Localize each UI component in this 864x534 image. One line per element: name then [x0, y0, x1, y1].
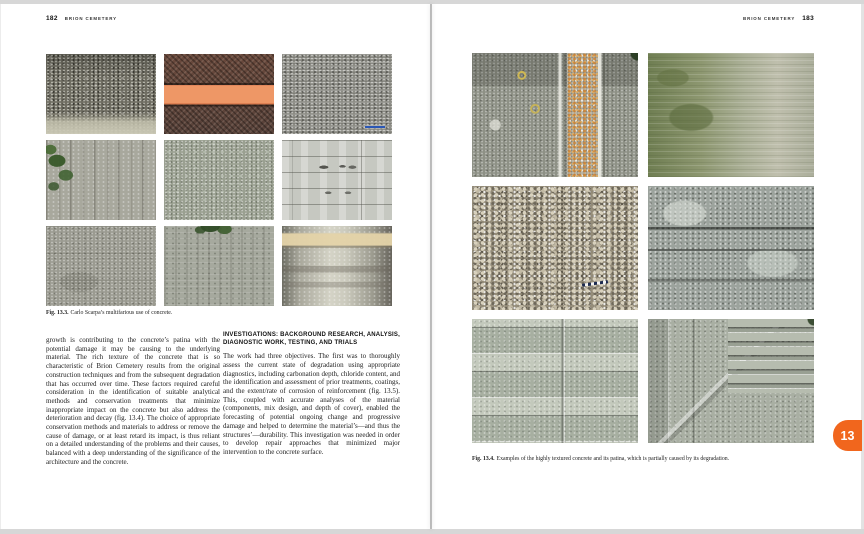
section-paragraph: The work had three objectives. The first was to thoroughly assess the current state of degradation using appropriate diagnostics, including carbonation depth, chloride content, and the identification and assessment of prior treatments, coatings, and the extent/rate of corrosion of reinforcement (fig. 13.5). This, coupled with accurate analyses of the material (components, mix design, and depth of cover), enabled the forecasting of potential ongoing change and progressive damage and helped to determine the material’s—and thus the structures’—durability. This investigation was needed in order to develop repair approaches that minimized major intervention to the concrete surface. [223, 352, 400, 456]
photo-recessed-panel-concrete [472, 319, 638, 443]
page-edge-bottom [0, 529, 864, 534]
page-edge-top [0, 0, 864, 4]
page-gutter [430, 4, 432, 529]
chapter-number: 13 [840, 428, 855, 443]
figure-13-4-label: Fig. 13.4. [472, 456, 495, 462]
section-heading: INVESTIGATIONS: BACKGROUND RESEARCH, ANALYSIS, DIAGNOSTIC WORK, TESTING, AND TRIALS [223, 332, 400, 346]
photo-striated-grey-concrete [282, 54, 392, 134]
page-number-left: 182 [46, 15, 58, 22]
page-edge-left [0, 4, 1, 529]
figure-caption-13-4 [472, 456, 832, 463]
photo-corduroy-orange-band-concrete [164, 54, 274, 134]
running-head-right [743, 15, 814, 22]
photo-pebble-aggregate [472, 186, 638, 310]
figure-caption-13-3 [46, 310, 392, 317]
photo-mossy-concrete [648, 53, 814, 177]
body-column-continuation: growth is contributing to the concrete’s patina with the potential damage it may be causing to the underlying material. The rich texture of the concrete that is so characteristic of Brion Cemetery results from the original construction techniques and from the subsequent degradation that has occurred over time. These factors required careful consideration in the identification of suitable analytical methods and conservation treatments that minimize inappropriate impact on the concrete but also address the deterioration and decay (fig. 13.4). The choice of appropriate conservation methods and materials to address or remove the cause of damage, or at least retard its impact, is thus reliant on a detailed understanding of the problems and their causes, balanced with a deep understanding of the significance of the architecture and the concrete. [46, 336, 220, 466]
photo-dark-aggregate-concrete [46, 54, 156, 134]
figure-13-4-photo-grid [472, 53, 814, 443]
figure-13-3-label: Fig. 13.3. [46, 310, 69, 316]
page-number-right: 183 [802, 15, 814, 22]
running-head-left [46, 15, 117, 22]
running-head-left-title: BRION CEMETERY [64, 16, 117, 21]
running-head-right-title: BRION CEMETERY [743, 16, 796, 21]
photo-mitred-corner-steps [648, 319, 814, 443]
figure-13-4-text: Examples of the highly textured concrete and its patina, which is partially caused by its degradation. [496, 456, 730, 462]
photo-wall-ivy-top [164, 226, 274, 306]
chapter-tab [833, 420, 862, 451]
photo-weathered-grid-concrete [46, 226, 156, 306]
body-column-investigations [223, 332, 400, 457]
photo-speckled-concrete [164, 140, 274, 220]
photo-lichen-corner-concrete [472, 53, 638, 177]
photo-concrete-column [282, 226, 392, 306]
figure-13-3-photo-grid [46, 54, 392, 306]
photo-streaked-wall-with-ivy [46, 140, 156, 220]
figure-13-3-text: Carlo Scarpa’s multifarious use of concrete. [70, 310, 173, 316]
photo-eroded-layered-concrete [648, 186, 814, 310]
photo-pale-block-joints [282, 140, 392, 220]
